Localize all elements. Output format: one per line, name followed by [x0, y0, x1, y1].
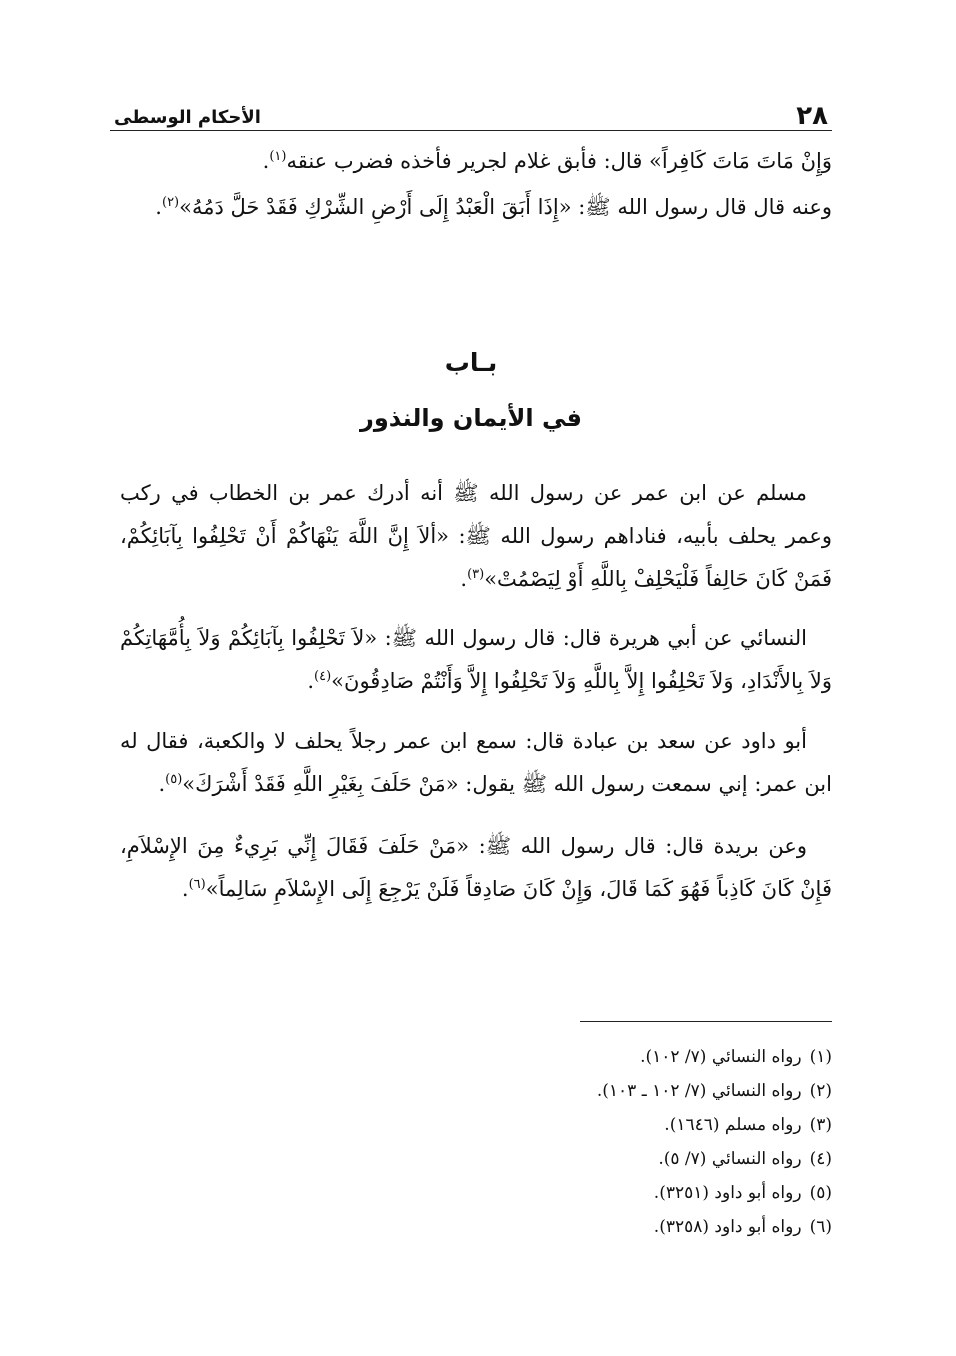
paragraph-4: وعن بريدة قال: قال رسول الله ﷺ: «مَنْ حَلَفَ فَقَالَ إِنِّي بَرِيءٌ مِنَ الإِسْلاَمِ، فَإِنْ كَانَ كَاذِباً فَهُوَ كَمَا قَالَ، وَإِنْ كَانَ صَادِقاً فَلَنْ يَرْجِعَ إِلَى الإِسْلاَمِ سَالِماً»$^{(٦)}$.	[120, 834, 832, 901]
paragraph-3: أبو داود عن سعد بن عبادة قال: سمع ابن عمر رجلاً يحلف لا والكعبة، فقال له ابن عمر: إني سمعت رسول الله ﷺ يقول: «مَنْ حَلَفَ بِغَيْرِ اللَّهِ فَقَدْ أَشْرَكَ»$^{(٥)}$.	[120, 729, 832, 796]
footnote-text: رواه أبو داود (٣٢٥١).	[653, 1183, 802, 1203]
footnote-number: (١)	[809, 1047, 832, 1067]
footnote-item	[332, 1040, 832, 1074]
footnote-text: رواه النسائي (٧/ ٥).	[658, 1149, 802, 1169]
footnote-number: (٥)	[809, 1183, 832, 1203]
footnote-number: (٣)	[809, 1115, 832, 1135]
paragraph-1: مسلم عن ابن عمر عن رسول الله ﷺ أنه أدرك عمر بن الخطاب في ركب وعمر يحلف بأبيه، فناداهم رسول الله ﷺ: «ألاَ إِنَّ اللَّهَ يَنْهَاكُمْ أَنْ تَحْلِفُوا بِآبَائِكُمْ، فَمَنْ كَانَ حَالِفاً فَلْيَحْلِفْ بِاللَّهِ أَوْ لِيَصْمُتْ»$^{(٣)}$.	[120, 481, 832, 591]
paragraph-2: النسائي عن أبي هريرة قال: قال رسول الله ﷺ: «لاَ تَحْلِفُوا بِآبَائِكُمْ وَلاَ بِأُمَّهَاتِكُمْ وَلاَ بِالأَنْدَادِ، وَلاَ تَحْلِفُوا إِلاَّ بِاللَّهِ وَلاَ تَحْلِفُوا إِلاَّ وَأَنْتُمْ صَادِقُونَ»$^{(٤)}$.	[120, 626, 832, 693]
page-number: ٢٨	[796, 101, 828, 131]
footnote-number: (٢)	[809, 1081, 832, 1101]
footnote-text: رواه النسائي (٧/ ١٠٢).	[640, 1047, 802, 1067]
footnote-text: رواه النسائي (٧/ ١٠٢ ـ ١٠٣).	[596, 1081, 802, 1101]
footnote-ref: (٥)	[165, 772, 183, 787]
paragraph-top-2: وعنه قال قال رسول الله ﷺ: «إِذَا أَبَقَ الْعَبْدُ إِلَى أَرْضِ الشِّرْكِ فَقَدْ حَلَّ دَمُهُ»$^{(٢)}$.	[155, 195, 832, 219]
paragraph-top-1: وَإِنْ مَاتَ مَاتَ كَافِراً» قال: فأبق غلام لجرير فأخذه فضرب عنقه$^{(١)}$.	[262, 149, 832, 173]
footnote-text: رواه مسلم (١٦٤٦).	[664, 1115, 802, 1135]
footnote-item	[332, 1108, 832, 1142]
running-title: الأحكام الوسطى	[114, 107, 261, 128]
footnote-ref: (١)	[269, 149, 287, 164]
footnote-item	[332, 1074, 832, 1108]
footnote-item	[332, 1210, 832, 1244]
footnotes	[332, 1040, 832, 1244]
footnote-ref: (٦)	[188, 877, 206, 892]
footnote-ref: (٢)	[161, 195, 180, 210]
footnote-item	[332, 1176, 832, 1210]
chapter-label: بـاب	[444, 348, 498, 377]
footnote-item	[332, 1142, 832, 1176]
footnote-text: رواه أبو داود (٣٢٥٨).	[653, 1217, 802, 1237]
main-text	[120, 472, 832, 911]
page-header	[110, 92, 832, 131]
top-text	[120, 140, 832, 229]
footnote-number: (٤)	[809, 1149, 832, 1169]
footnote-ref: (٤)	[314, 669, 332, 684]
chapter-title: في الأيمان والنذور	[360, 404, 582, 432]
footnote-ref: (٣)	[467, 567, 485, 582]
footnote-separator	[580, 1021, 832, 1022]
footnote-number: (٦)	[809, 1217, 832, 1237]
